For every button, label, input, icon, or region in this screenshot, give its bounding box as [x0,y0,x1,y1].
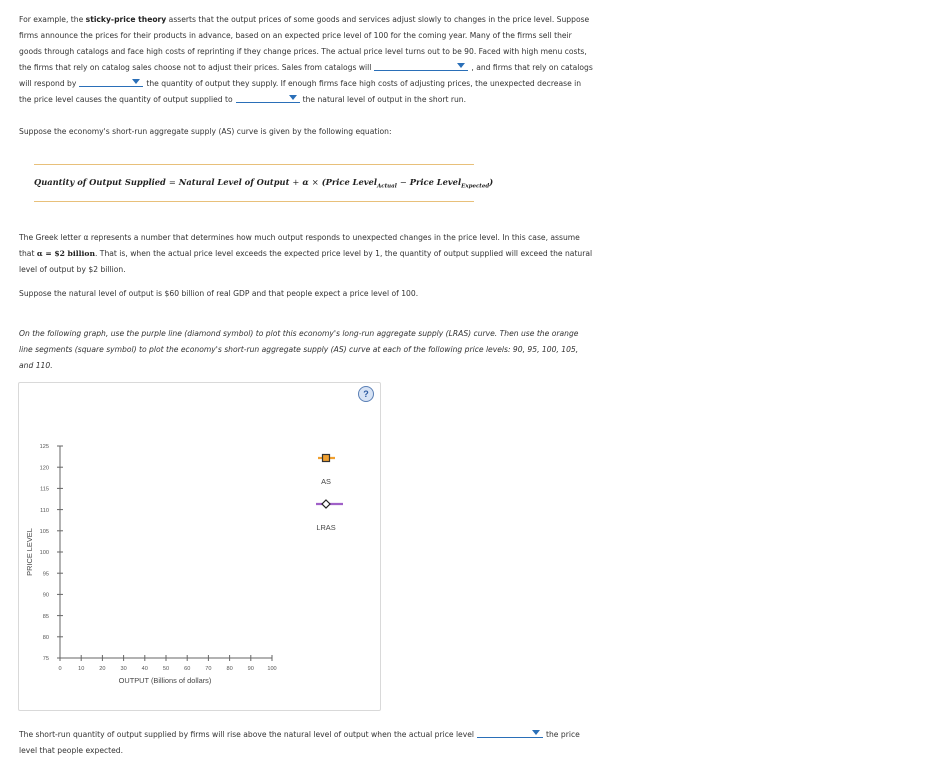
eq-paren-close: ) [489,177,494,187]
eq-equals: = [168,177,176,187]
intro-line6-pre: the price level causes the quantity of output supplied to [19,95,233,104]
y-tick-label: 110 [40,507,49,514]
intro-line1-pre: For example, the [19,15,86,24]
y-tick-label: 115 [40,486,49,493]
eq-times: × [311,177,319,187]
x-tick-label: 10 [78,666,85,672]
eq-minus: − [399,177,407,187]
intro-line2: firms announce the prices for their products in advance, based on an expected price level of 100 for the coming year. Many of the firms sell their [19,31,572,40]
greek-line3: level of output by $2 billion. [19,265,126,274]
eq-paren-open: (Price Level [321,177,377,187]
greek-line2-post: . That is, when the actual price level exceeds the expected price level by 1, the quantity of output supplied will exceed the natural [94,249,593,258]
as-intro-text: Suppose the economy's short-run aggregate supply (AS) curve is given by the following equation: [19,127,392,136]
intro-line5-post: the quantity of output they supply. If enough firms face high costs of adjusting prices, the unexpected decrease in [146,79,582,88]
eq-price-level2: Price Level [409,177,462,187]
x-tick-label: 40 [141,666,148,672]
final-question [19,727,659,759]
sticky-price-theory-term: sticky-price theory [85,15,167,24]
x-tick-label: 80 [226,666,233,672]
intro-line5-pre: will respond by [19,79,77,88]
y-tick-label: 100 [39,550,49,557]
natural-level-text: Suppose the natural level of output is $60 billion of real GDP and that people expect a price level of 100. [19,289,419,298]
y-axis-label: PRICE LEVEL [25,528,34,576]
final-line1-post: the price [546,730,580,739]
as-legend-label: AS [321,477,331,486]
price-level-comparison-dropdown[interactable] [477,728,543,738]
x-tick-label: 30 [120,666,127,672]
x-tick-label: 0 [58,666,62,672]
eq-sub-actual: Actual [377,183,397,190]
eq-alpha: α [302,177,309,187]
greek-line2-pre: that [19,249,37,258]
help-icon[interactable]: ? [358,386,374,402]
x-tick-label: 90 [247,666,254,672]
y-tick-label: 85 [42,613,49,620]
x-tick-label: 100 [267,666,277,672]
y-tick-label: 80 [42,635,49,641]
final-line1-pre: The short-run quantity of output supplied by firms will rise above the natural level of output when the actual price level [19,730,475,739]
x-tick-label: 50 [162,666,170,672]
alpha-value: α = $2 billion [36,249,95,258]
eq-rhs1: Natural Level of Output [178,177,290,187]
x-tick-label: 60 [184,666,191,672]
y-tick-label: 75 [42,656,49,663]
y-tick-label: 90 [42,592,49,599]
intro-line6-post: the natural level of output in the short run. [302,95,467,104]
instructions-line3: and 110. [19,361,53,370]
square-icon [323,455,330,462]
eq-plus: + [292,177,300,187]
intro-line3: goods through catalogs and face high costs of reprinting if they change prices. The actual price level turns out to be 90. Faced with high menu costs, [19,47,587,56]
diamond-icon [322,500,330,508]
y-tick-label: 95 [42,571,49,578]
lras-legend-tool[interactable] [316,500,343,508]
instructions-line1: On the following graph, use the purple line (diamond symbol) to plot this economy's long-run aggregate supply (LRAS) curve. Then use the orange [19,329,579,338]
intro-line4-post: , and firms that rely on catalogs [471,63,593,72]
y-tick-label: 105 [39,529,49,535]
greek-line1: The Greek letter α represents a number that determines how much output responds to unexpected changes in the price level. In this case, assume [19,233,580,242]
y-tick-label: 125 [39,444,49,451]
as-legend-tool[interactable] [318,455,335,462]
x-tick-label: 70 [205,666,212,672]
intro-line1-post: asserts that the output prices of some goods and services adjust slowly to changes in the price level. Suppose [166,15,590,24]
y-tick-label: 120 [39,465,49,472]
eq-sub-expected: Expected [461,183,490,190]
x-tick-label: 20 [99,666,106,672]
instructions-line2: line segments (square symbol) to plot the economy's short-run aggregate supply (AS) curve at each of the following price levels: 90, 95, 100, 105, [19,345,579,354]
intro-line4-pre: the firms that rely on catalog sales choose not to adjust their prices. Sales from catalogs will [19,63,372,72]
lras-legend-label: LRAS [316,523,336,532]
chevron-down-icon [532,730,540,735]
eq-lhs: Quantity of Output Supplied [34,177,166,187]
final-line2: level that people expected. [19,746,124,755]
graph-axes [40,444,277,672]
x-axis-label: OUTPUT (Billions of dollars) [118,676,212,685]
